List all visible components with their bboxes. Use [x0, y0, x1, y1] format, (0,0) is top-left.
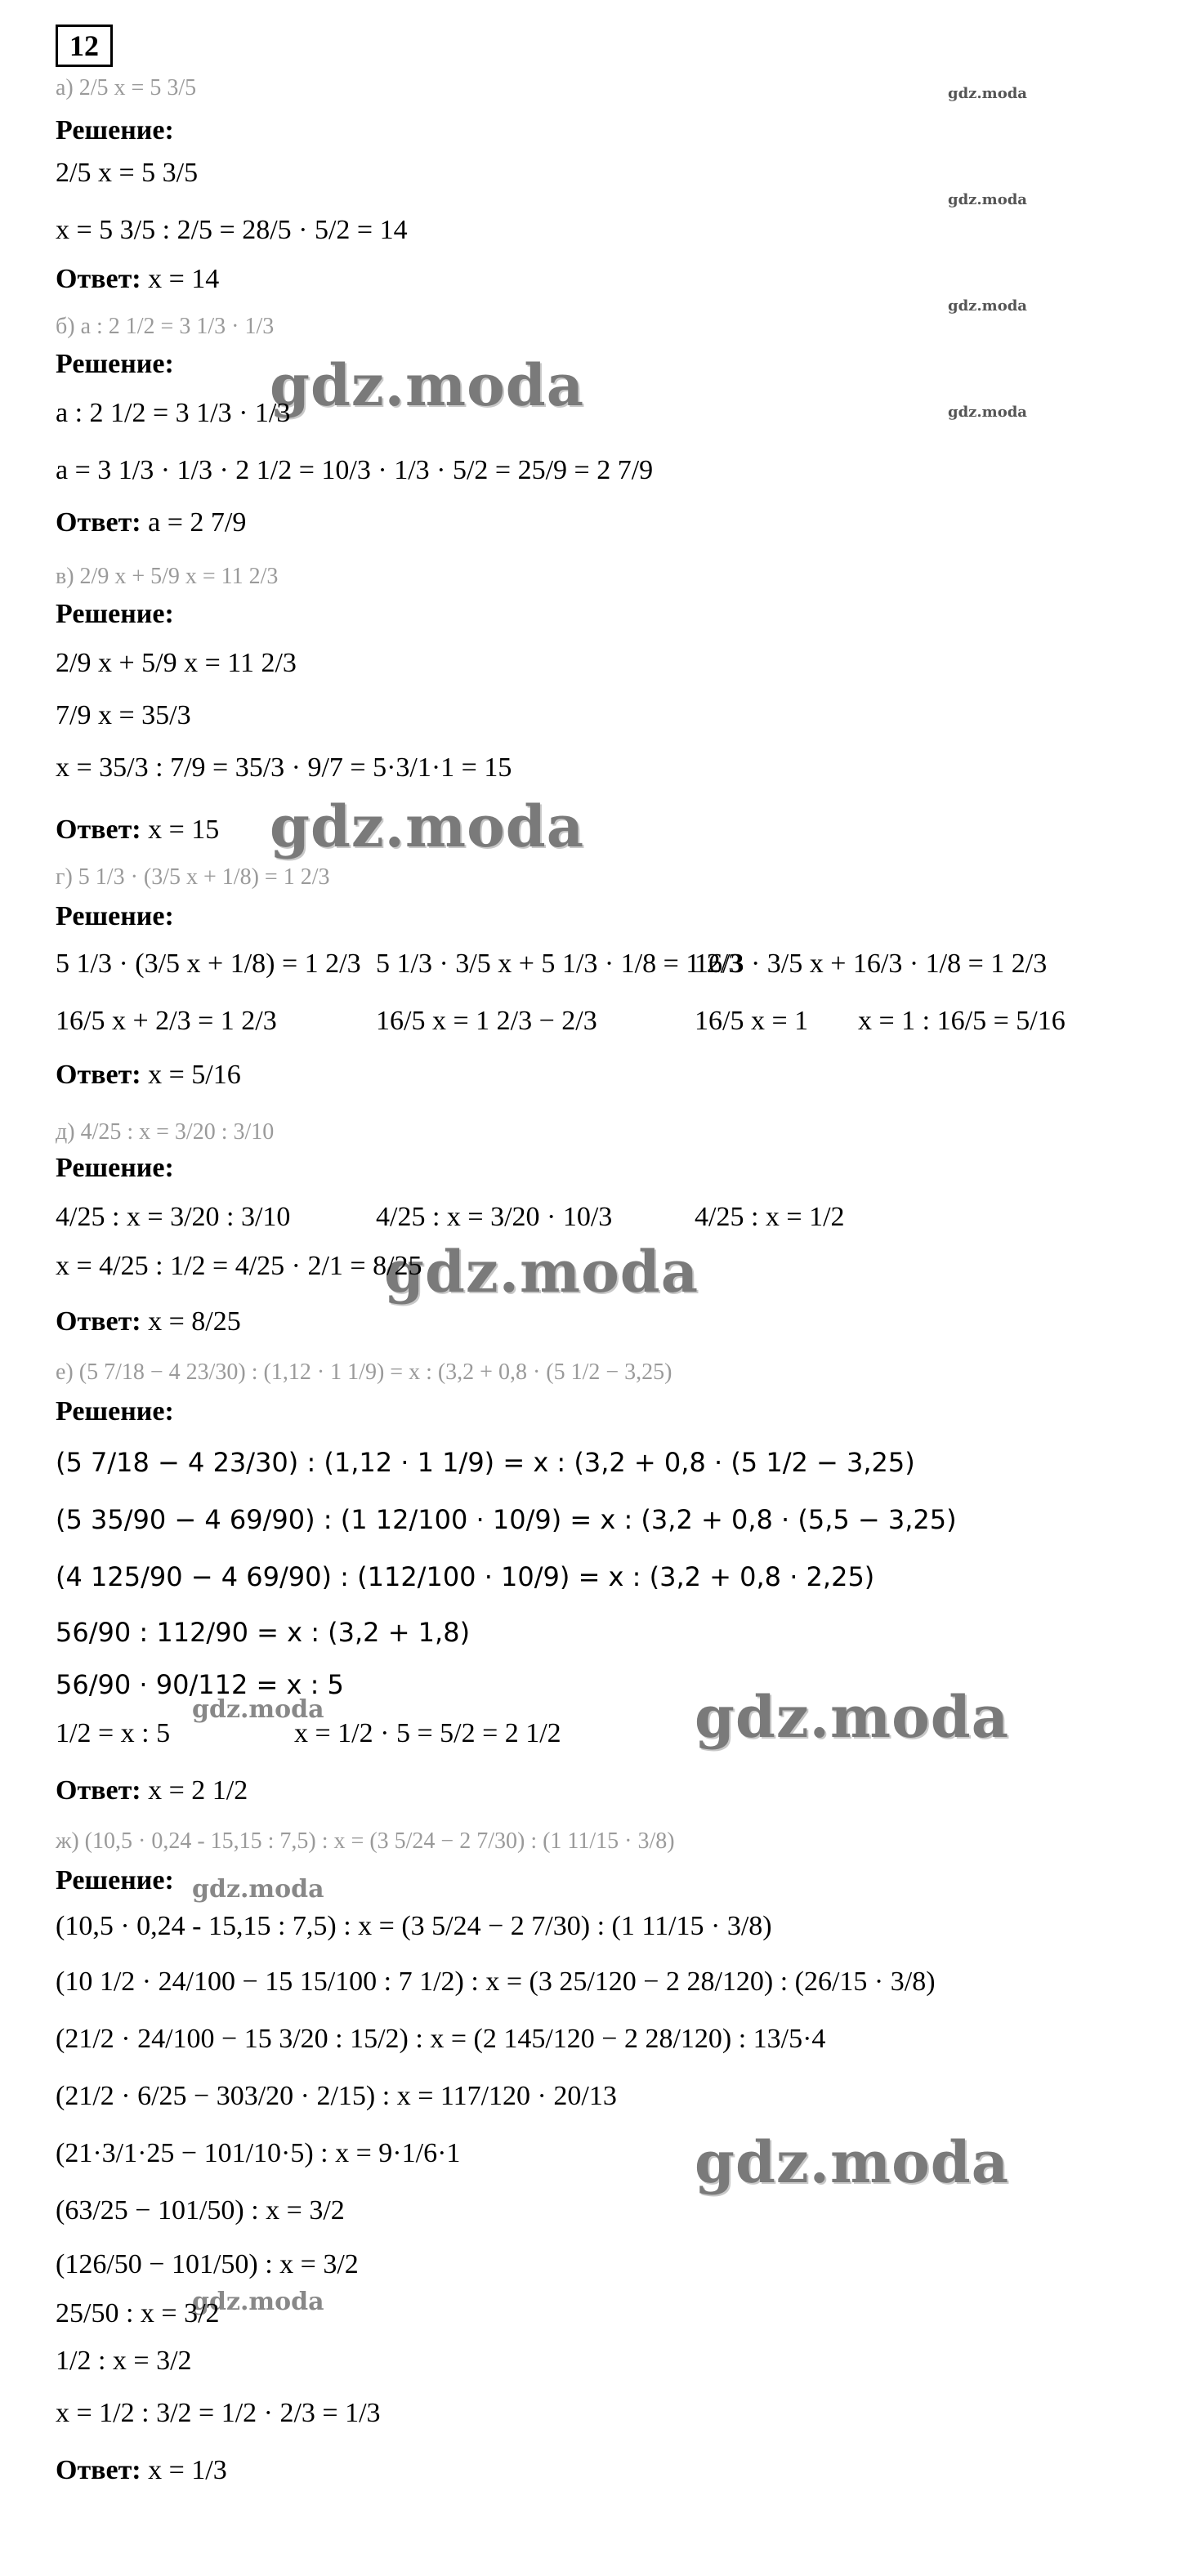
equation-line: (5 35/90 − 4 69/90) : (1 12/100 · 10/9) = x : (3,2 + 0,8 · (5,5 − 3,25)	[56, 1504, 957, 1535]
answer-label: Ответ:	[56, 507, 141, 538]
equation-line: 1/2 : x = 3/2	[56, 2346, 192, 2376]
watermark-large: gdz.moda	[270, 792, 585, 860]
answer	[56, 1306, 241, 1338]
answer	[56, 1059, 241, 1092]
equation-line: 56/90 : 112/90 = x : (3,2 + 1,8)	[56, 1617, 471, 1648]
watermark-large: gdz.moda	[695, 2128, 1010, 2196]
answer	[56, 507, 246, 539]
equation-line: 16/5 x + 2/3 = 1 2/3	[56, 1006, 277, 1036]
answer	[56, 263, 219, 296]
solution-label: Решение:	[56, 599, 174, 629]
equation-line: (21·3/1·25 − 101/10·5) : x = 9·1/6·1	[56, 2138, 461, 2168]
solution-label: Решение:	[56, 349, 174, 379]
answer	[56, 2454, 227, 2487]
solution-label: Решение:	[56, 115, 174, 145]
watermark-inline: gdz.moda	[192, 1875, 324, 1904]
answer-label: Ответ:	[56, 2455, 141, 2485]
answer-label: Ответ:	[56, 264, 141, 294]
answer-value: x = 15	[148, 815, 220, 845]
watermark-large: gdz.moda	[384, 1238, 699, 1306]
solution-label: Решение:	[56, 1865, 174, 1895]
task-v: в) 2/9 x + 5/9 x = 11 2/3	[56, 564, 279, 589]
equation-line: x = 1/2 · 5 = 5/2 = 2 1/2	[294, 1718, 561, 1748]
answer	[56, 1775, 248, 1807]
solution-label: Решение:	[56, 1153, 174, 1183]
answer	[56, 814, 219, 846]
equation-line: (126/50 − 101/50) : x = 3/2	[56, 2249, 359, 2279]
watermark-large: gdz.moda	[695, 1683, 1010, 1751]
equation-line: 16/5 x = 1 2/3 − 2/3	[376, 1006, 597, 1036]
equation-line: 4/25 : x = 3/20 · 10/3	[376, 1202, 613, 1232]
watermark-small: gdz.moda	[948, 297, 1027, 315]
watermark-inline: gdz.moda	[192, 1695, 324, 1724]
equation-line: 7/9 x = 35/3	[56, 700, 191, 730]
answer-value: x = 2 1/2	[148, 1775, 248, 1806]
equation-line: 1/2 = x : 5	[56, 1718, 171, 1748]
equation-line: (4 125/90 − 4 69/90) : (112/100 · 10/9) = x : (3,2 + 0,8 · 2,25)	[56, 1561, 875, 1592]
equation-line: 5 1/3 · 3/5 x + 5 1/3 · 1/8 = 1 2/3	[376, 949, 743, 979]
equation-line: (10,5 · 0,24 - 15,15 : 7,5) : x = (3 5/24 − 2 7/30) : (1 11/15 · 3/8)	[56, 1911, 772, 1941]
equation-line: 16/3 · 3/5 x + 16/3 · 1/8 = 1 2/3	[695, 949, 1048, 979]
watermark-small: gdz.moda	[948, 191, 1027, 208]
answer-value: x = 1/3	[148, 2455, 227, 2485]
equation-line: x = 5 3/5 : 2/5 = 28/5 · 5/2 = 14	[56, 215, 408, 245]
equation-line: a : 2 1/2 = 3 1/3 · 1/3	[56, 398, 291, 428]
equation-line: (10 1/2 · 24/100 − 15 15/100 : 7 1/2) : x = (3 25/120 − 2 28/120) : (26/15 · 3/8)	[56, 1967, 936, 1997]
equation-line: 2/5 x = 5 3/5	[56, 158, 199, 188]
answer-label: Ответ:	[56, 1306, 141, 1337]
task-g: г) 5 1/3 · (3/5 x + 1/8) = 1 2/3	[56, 864, 330, 890]
watermark-large: gdz.moda	[270, 351, 585, 419]
task-d: д) 4/25 : x = 3/20 : 3/10	[56, 1119, 275, 1145]
equation-line: x = 1/2 : 3/2 = 1/2 · 2/3 = 1/3	[56, 2398, 381, 2428]
equation-line: x = 1 : 16/5 = 5/16	[858, 1006, 1066, 1036]
equation-line: 56/90 · 90/112 = x : 5	[56, 1669, 344, 1700]
task-a: а) 2/5 x = 5 3/5	[56, 75, 197, 100]
answer-value: a = 2 7/9	[148, 507, 247, 538]
equation-line: 4/25 : x = 1/2	[695, 1202, 845, 1232]
task-e: е) (5 7/18 − 4 23/30) : (1,12 · 1 1/9) = x : (3,2 + 0,8 · (5 1/2 − 3,25)	[56, 1359, 672, 1385]
answer-label: Ответ:	[56, 1775, 141, 1806]
answer-label: Ответ:	[56, 1060, 141, 1090]
equation-line: x = 35/3 : 7/9 = 35/3 · 9/7 = 5·3/1·1 = 15	[56, 752, 512, 783]
equation-line: (63/25 − 101/50) : x = 3/2	[56, 2195, 345, 2226]
task-zh: ж) (10,5 · 0,24 - 15,15 : 7,5) : x = (3 5/24 − 2 7/30) : (1 11/15 · 3/8)	[56, 1828, 675, 1854]
answer-value: x = 8/25	[148, 1306, 241, 1337]
answer-label: Ответ:	[56, 815, 141, 845]
task-b: б) a : 2 1/2 = 3 1/3 · 1/3	[56, 314, 275, 339]
equation-line: 5 1/3 · (3/5 x + 1/8) = 1 2/3	[56, 949, 361, 979]
equation-line: a = 3 1/3 · 1/3 · 2 1/2 = 10/3 · 1/3 · 5/2 = 25/9 = 2 7/9	[56, 455, 654, 485]
equation-line: x = 4/25 : 1/2 = 4/25 · 2/1 = 8/25	[56, 1251, 422, 1281]
watermark-small: gdz.moda	[948, 85, 1027, 102]
equation-line: (21/2 · 24/100 − 15 3/20 : 15/2) : x = (2 145/120 − 2 28/120) : 13/5·4	[56, 2024, 826, 2054]
watermark-small: gdz.moda	[948, 404, 1027, 421]
equation-line: 16/5 x = 1	[695, 1006, 809, 1036]
equation-line: (21/2 · 6/25 − 303/20 · 2/15) : x = 117/120 · 20/13	[56, 2081, 617, 2111]
equation-line: 25/50 : x = 3/2	[56, 2298, 220, 2328]
solution-label: Решение:	[56, 1396, 174, 1426]
equation-line: (5 7/18 − 4 23/30) : (1,12 · 1 1/9) = x : (3,2 + 0,8 · (5 1/2 − 3,25)	[56, 1447, 915, 1478]
equation-line: 4/25 : x = 3/20 : 3/10	[56, 1202, 291, 1232]
watermark-inline: gdz.moda	[192, 2288, 324, 2316]
answer-value: x = 14	[148, 264, 220, 294]
equation-line: 2/9 x + 5/9 x = 11 2/3	[56, 648, 297, 678]
answer-value: x = 5/16	[148, 1060, 241, 1090]
solution-label: Решение:	[56, 901, 174, 931]
problem-number: 12	[56, 25, 113, 67]
